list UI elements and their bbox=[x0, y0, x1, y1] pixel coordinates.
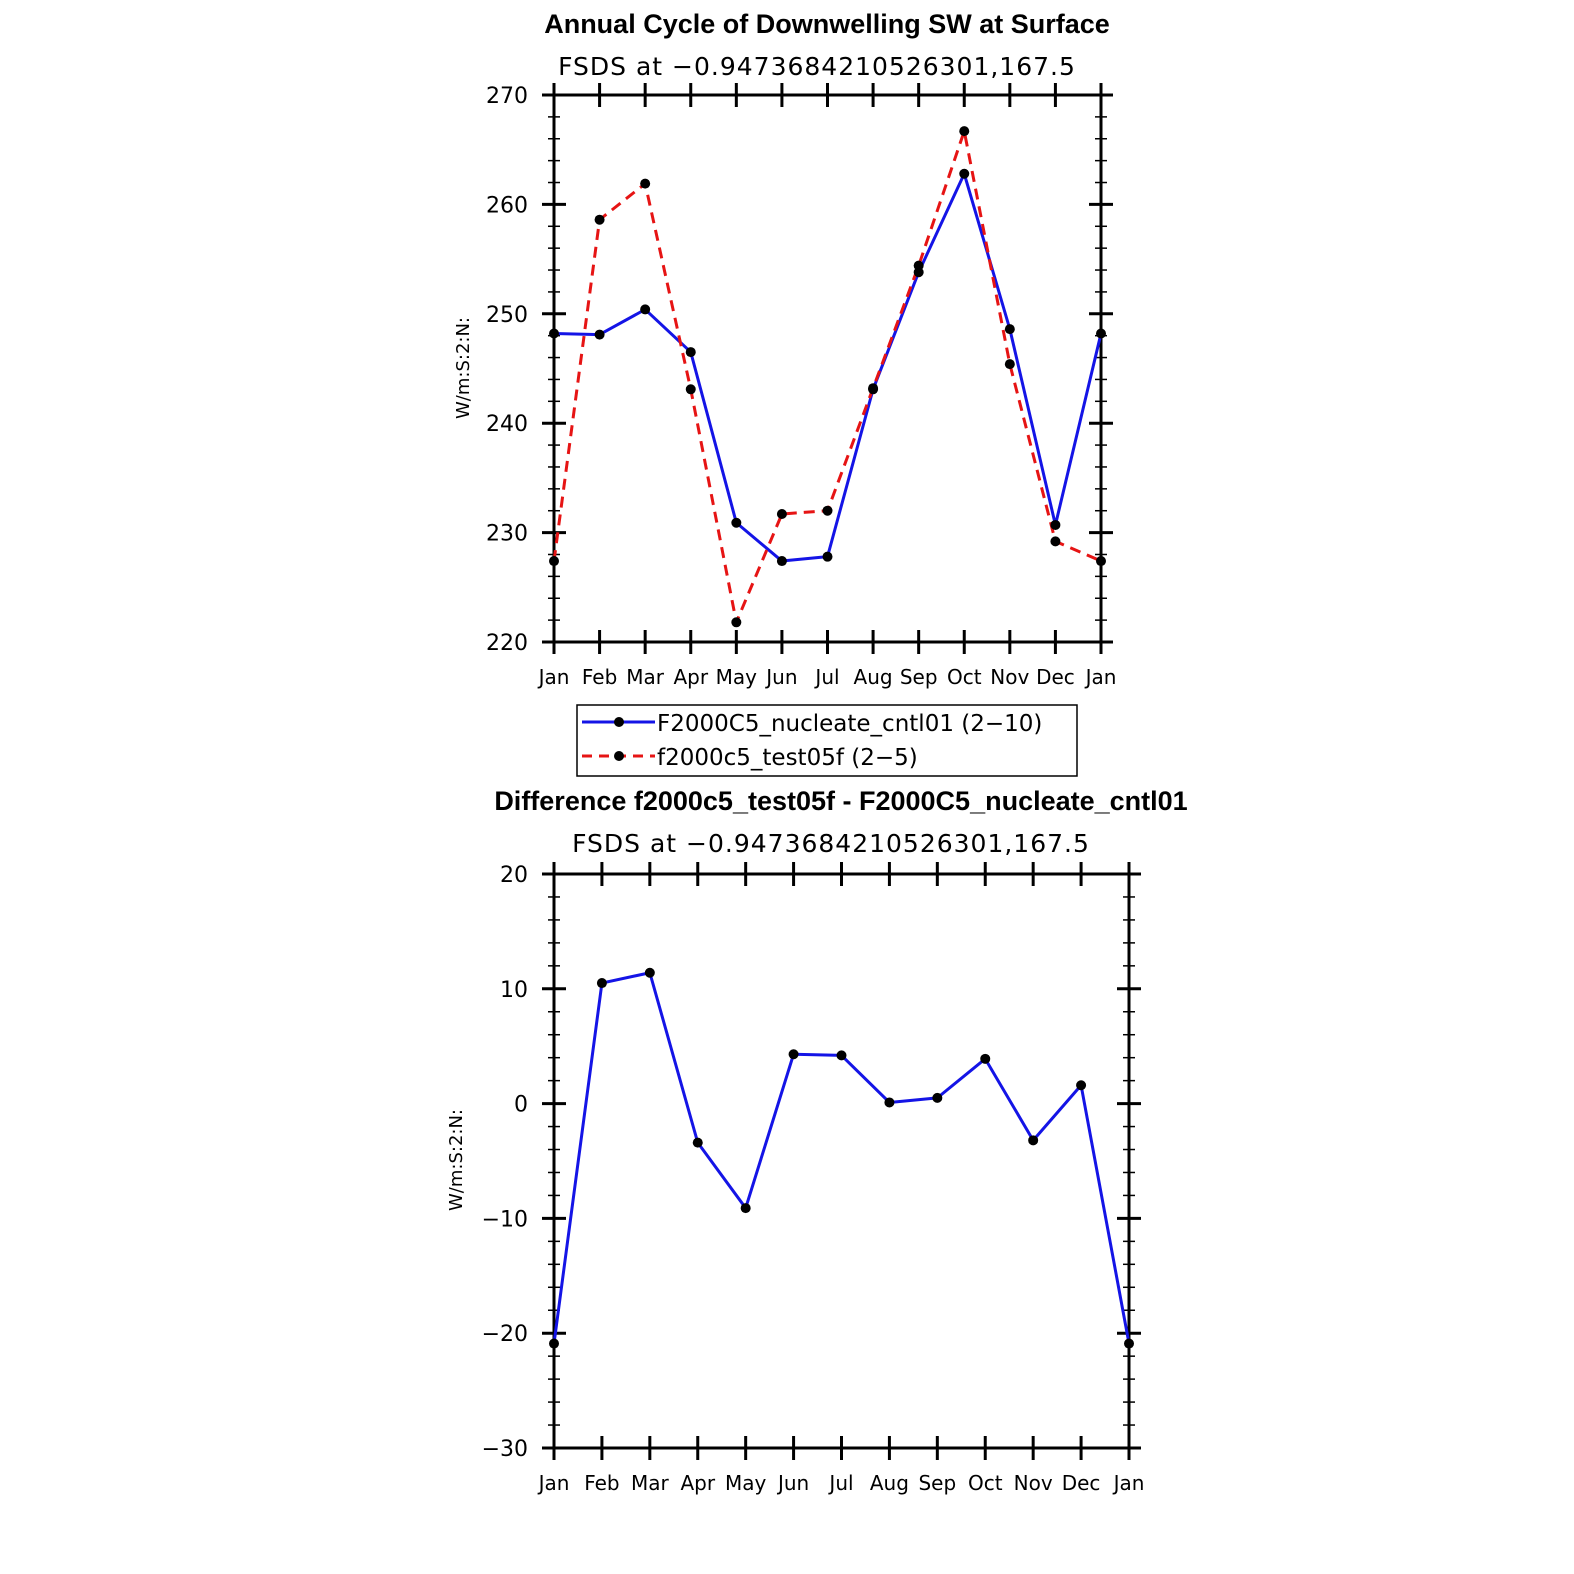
chart1-x-tick-labels bbox=[537, 665, 1117, 689]
chart2-ylabel: W/m:S:2:N: bbox=[446, 1109, 467, 1211]
chart2-subtitle: FSDS at −0.9473684210526301,167.5 bbox=[572, 829, 1090, 858]
c1-xtick-label: Dec bbox=[1036, 665, 1075, 689]
legend-marker-cntl bbox=[614, 717, 624, 727]
c1-xtick-label: Jan bbox=[538, 665, 570, 689]
c1-xtick-label: Aug bbox=[853, 665, 893, 689]
c1-ytick-label: 240 bbox=[486, 412, 528, 438]
chart2-title: Difference f2000c5_test05f - F2000C5_nucleate_cntl01 bbox=[494, 786, 1188, 816]
c1-xtick-label: May bbox=[715, 665, 758, 689]
chart2-x-tick-labels bbox=[537, 1471, 1145, 1495]
c1-xtick-label: Jul bbox=[815, 665, 840, 689]
c2-xtick-label: May bbox=[724, 1471, 767, 1495]
c1-xtick-label: Mar bbox=[626, 665, 665, 689]
c1-data-point-1 bbox=[1005, 359, 1015, 369]
c1-ytick-label: 260 bbox=[486, 193, 528, 219]
chart1-legend bbox=[577, 705, 1077, 776]
c1-data-point-0 bbox=[823, 552, 833, 562]
c1-data-point-1 bbox=[777, 509, 787, 519]
c1-xtick-label: Nov bbox=[990, 665, 1030, 689]
chart1-y-tick-labels bbox=[486, 84, 528, 656]
c1-data-point-1 bbox=[823, 506, 833, 516]
c1-series-line-1 bbox=[554, 131, 1101, 622]
c2-xtick-label: Jun bbox=[777, 1471, 810, 1495]
c2-xtick-label: Apr bbox=[680, 1471, 716, 1495]
chart1-title: Annual Cycle of Downwelling SW at Surface bbox=[544, 9, 1110, 39]
c1-data-point-1 bbox=[595, 215, 605, 225]
c1-xtick-label: Oct bbox=[946, 665, 982, 689]
c2-data-point-0 bbox=[645, 968, 655, 978]
c2-data-point-0 bbox=[693, 1138, 703, 1148]
c1-xtick-label: Jun bbox=[766, 665, 798, 689]
legend-label-test: f2000c5_test05f (2−5) bbox=[657, 745, 918, 771]
c1-ytick-label: 250 bbox=[486, 302, 528, 328]
chart2-y-tick-labels bbox=[482, 863, 528, 1462]
c1-data-point-0 bbox=[640, 304, 650, 314]
chart1-ticks bbox=[542, 83, 1113, 654]
chart2-series bbox=[549, 968, 1134, 1349]
chart1-series bbox=[549, 126, 1106, 627]
legend-label-cntl: F2000C5_nucleate_cntl01 (2−10) bbox=[657, 711, 1043, 737]
c2-data-point-0 bbox=[884, 1097, 894, 1107]
c1-data-point-0 bbox=[595, 330, 605, 340]
c1-data-point-0 bbox=[959, 169, 969, 179]
c2-xtick-label: Jan bbox=[1113, 1471, 1145, 1495]
c1-data-point-0 bbox=[1050, 520, 1060, 530]
c2-xtick-label: Dec bbox=[1061, 1471, 1101, 1495]
chart2-ticks bbox=[542, 862, 1141, 1460]
chart-annual-cycle bbox=[453, 9, 1116, 776]
c2-data-point-0 bbox=[741, 1203, 751, 1213]
c1-xtick-label: Feb bbox=[581, 665, 618, 689]
c2-xtick-label: Mar bbox=[630, 1471, 669, 1495]
chart1-subtitle: FSDS at −0.9473684210526301,167.5 bbox=[558, 52, 1076, 81]
c1-data-point-1 bbox=[731, 617, 741, 627]
c1-data-point-1 bbox=[1050, 536, 1060, 546]
c1-data-point-1 bbox=[640, 179, 650, 189]
c2-xtick-label: Nov bbox=[1013, 1471, 1053, 1495]
legend-marker-test bbox=[614, 751, 624, 761]
c1-ytick-label: 220 bbox=[486, 631, 528, 656]
c1-data-point-0 bbox=[549, 328, 559, 338]
c2-data-point-0 bbox=[549, 1339, 559, 1349]
c1-data-point-1 bbox=[914, 261, 924, 271]
c2-xtick-label: Jan bbox=[538, 1471, 570, 1495]
c2-xtick-label: Aug bbox=[869, 1471, 909, 1495]
c1-data-point-0 bbox=[1005, 324, 1015, 334]
c1-data-point-1 bbox=[959, 126, 969, 136]
c2-data-point-0 bbox=[980, 1054, 990, 1064]
c1-data-point-1 bbox=[868, 383, 878, 393]
c1-data-point-0 bbox=[686, 347, 696, 357]
c1-xtick-label: Jan bbox=[1085, 665, 1117, 689]
c2-data-point-0 bbox=[597, 978, 607, 988]
chart2-plot-frame bbox=[554, 874, 1129, 1448]
c1-data-point-1 bbox=[549, 556, 559, 566]
c2-data-point-0 bbox=[1028, 1135, 1038, 1145]
c1-xtick-label: Apr bbox=[673, 665, 709, 689]
c2-data-point-0 bbox=[1124, 1339, 1134, 1349]
c2-xtick-label: Sep bbox=[918, 1471, 957, 1495]
c1-ytick-label: 270 bbox=[486, 84, 528, 109]
c1-data-point-0 bbox=[777, 556, 787, 566]
c1-data-point-1 bbox=[686, 384, 696, 394]
c1-ytick-label: 230 bbox=[486, 521, 528, 547]
c2-ytick-label: −30 bbox=[481, 1437, 528, 1462]
c1-data-point-0 bbox=[731, 518, 741, 528]
c2-ytick-label: −10 bbox=[481, 1207, 528, 1233]
c2-ytick-label: 20 bbox=[500, 863, 528, 888]
c2-data-point-0 bbox=[1076, 1080, 1086, 1090]
c2-xtick-label: Feb bbox=[584, 1471, 620, 1495]
c2-ytick-label: 0 bbox=[514, 1092, 528, 1118]
chart1-ylabel: W/m:S:2:N: bbox=[453, 317, 474, 419]
c1-data-point-0 bbox=[1096, 328, 1106, 338]
c2-ytick-label: −20 bbox=[481, 1322, 528, 1348]
c2-xtick-label: Oct bbox=[967, 1471, 1003, 1495]
c2-series-line-0 bbox=[554, 973, 1129, 1344]
c2-data-point-0 bbox=[932, 1093, 942, 1103]
c2-ytick-label: 10 bbox=[500, 977, 528, 1003]
c1-series-line-0 bbox=[554, 174, 1101, 561]
c2-data-point-0 bbox=[837, 1050, 847, 1060]
c2-xtick-label: Jul bbox=[829, 1471, 854, 1495]
chart-difference bbox=[446, 786, 1188, 1495]
c1-data-point-1 bbox=[1096, 556, 1106, 566]
c2-data-point-0 bbox=[789, 1049, 799, 1059]
c1-xtick-label: Sep bbox=[899, 665, 938, 689]
